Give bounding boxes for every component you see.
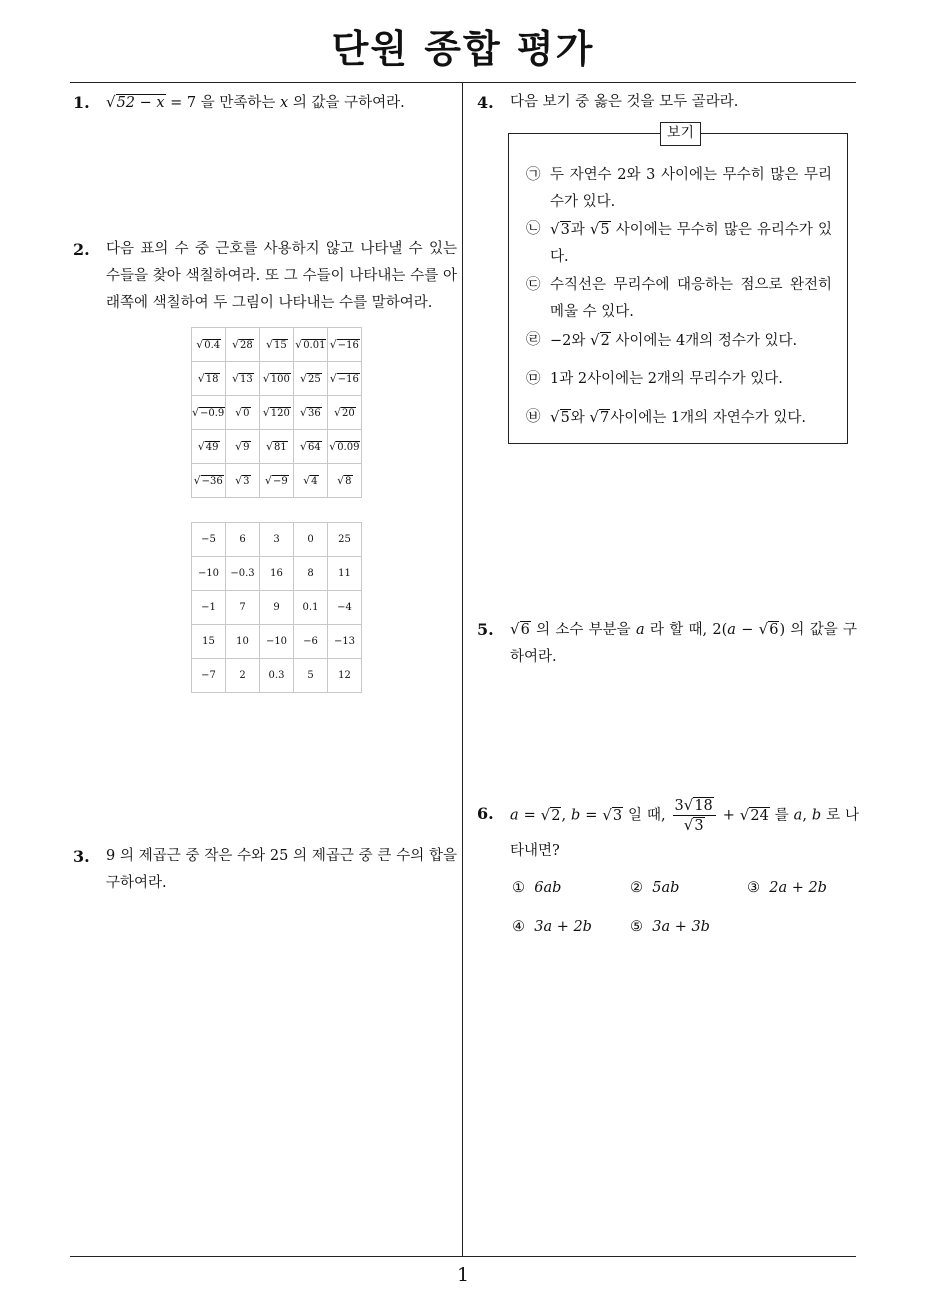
table-row xyxy=(192,430,362,464)
table-cell[interactable]: √28 xyxy=(226,328,260,362)
table-cell[interactable]: 6 xyxy=(226,523,260,557)
page-number: 1 xyxy=(456,1264,470,1286)
page-title: 단원 종합 평가 xyxy=(331,27,595,71)
table-row xyxy=(192,464,362,498)
question-text: 다음 표의 수 중 근호를 사용하지 않고 나타낼 수 있는 수들을 찾아 색칠하여라. 또 그 수들이 나타내는 수를 아래쪽에 색칠하여 두 그림이 나타내는 수를 말하여라. xyxy=(106,241,457,311)
question-number: 4. xyxy=(477,93,494,112)
question-text: √6 의 소수 부분을 a 라 할 때, 2(a − √6) 의 값을 구하여라. xyxy=(510,620,858,665)
example-item: ㉡ √3과 √5 사이에는 무수히 많은 유리수가 있다. xyxy=(526,220,832,265)
footer-divider xyxy=(70,1256,856,1257)
sqrt-number-table xyxy=(191,327,362,498)
table-cell[interactable]: 5 xyxy=(294,659,328,693)
table-cell[interactable]: −5 xyxy=(192,523,226,557)
table-cell[interactable]: √100 xyxy=(260,362,294,396)
example-box-title: 보기 xyxy=(660,122,701,146)
table-cell[interactable]: √18 xyxy=(192,362,226,396)
table-row xyxy=(192,659,362,693)
sqrt-expression: √52 − x xyxy=(106,93,165,111)
table-cell[interactable]: √36 xyxy=(294,396,328,430)
fraction: $\frac{3√18}{√3}$ xyxy=(673,796,716,835)
table-cell[interactable]: √8 xyxy=(328,464,362,498)
question-number: 3. xyxy=(73,847,90,866)
table-row xyxy=(192,557,362,591)
question-number: 6. xyxy=(477,804,494,823)
table-cell[interactable]: 8 xyxy=(294,557,328,591)
table-cell[interactable]: 7 xyxy=(226,591,260,625)
column-divider xyxy=(462,83,463,1257)
example-item: ㉠ 두 자연수 2와 3 사이에는 무수히 많은 무리수가 있다. xyxy=(526,167,832,210)
table-cell[interactable]: √−9 xyxy=(260,464,294,498)
table-cell[interactable]: √0.09 xyxy=(328,430,362,464)
table-cell[interactable]: √13 xyxy=(226,362,260,396)
question-text: 다음 보기 중 옳은 것을 모두 골라라. xyxy=(510,94,739,110)
choice-3[interactable]: ③ 2a + 2b xyxy=(747,880,827,896)
table-cell[interactable]: √81 xyxy=(260,430,294,464)
table-cell[interactable]: √20 xyxy=(328,396,362,430)
table-cell[interactable]: −4 xyxy=(328,591,362,625)
question-4 xyxy=(477,89,857,116)
example-item: ㉤ 1과 2사이에는 2개의 무리수가 있다. xyxy=(526,371,783,387)
table-cell[interactable]: −13 xyxy=(328,625,362,659)
question-number: 1. xyxy=(73,93,90,112)
table-cell[interactable]: −7 xyxy=(192,659,226,693)
question-text: √52 − x = 7 을 만족하는 x 의 값을 구하여라. xyxy=(73,89,457,117)
example-item: ㉣ −2와 √2 사이에는 4개의 정수가 있다. xyxy=(526,331,798,349)
table-cell[interactable]: √64 xyxy=(294,430,328,464)
question-text: 9 의 제곱근 중 작은 수와 25 의 제곱근 중 큰 수의 합을 구하여라. xyxy=(106,848,457,891)
table-cell[interactable]: −0.3 xyxy=(226,557,260,591)
table-cell[interactable]: 10 xyxy=(226,625,260,659)
choice-4[interactable]: ④ 3a + 2b xyxy=(512,919,592,935)
table-cell[interactable]: √120 xyxy=(260,396,294,430)
example-item: ㉥ √5와 √7사이에는 1개의 자연수가 있다. xyxy=(526,408,806,426)
table-row xyxy=(192,591,362,625)
table-row xyxy=(192,328,362,362)
table-cell[interactable]: √9 xyxy=(226,430,260,464)
table-row xyxy=(192,625,362,659)
table-cell[interactable]: √49 xyxy=(192,430,226,464)
question-6 xyxy=(477,796,859,867)
question-2 xyxy=(73,236,457,317)
table-cell[interactable]: 15 xyxy=(192,625,226,659)
table-cell[interactable]: 12 xyxy=(328,659,362,693)
table-cell[interactable]: 11 xyxy=(328,557,362,591)
table-cell[interactable]: 0.1 xyxy=(294,591,328,625)
table-cell[interactable]: √−36 xyxy=(192,464,226,498)
choice-2[interactable]: ② 5ab xyxy=(630,880,680,896)
table-cell[interactable]: −10 xyxy=(192,557,226,591)
table-cell[interactable]: −6 xyxy=(294,625,328,659)
table-cell[interactable]: √0 xyxy=(226,396,260,430)
table-cell[interactable]: 0.3 xyxy=(260,659,294,693)
table-cell[interactable]: √25 xyxy=(294,362,328,396)
table-cell[interactable]: −1 xyxy=(192,591,226,625)
example-item: ㉢ 수직선은 무리수에 대응하는 점으로 완전히 메울 수 있다. xyxy=(526,277,832,320)
table-cell[interactable]: 0 xyxy=(294,523,328,557)
question-1 xyxy=(73,89,457,117)
table-cell[interactable]: √0.01 xyxy=(294,328,328,362)
table-cell[interactable]: √−16 xyxy=(328,362,362,396)
table-cell[interactable]: 9 xyxy=(260,591,294,625)
table-cell[interactable]: 3 xyxy=(260,523,294,557)
question-number: 5. xyxy=(477,620,494,639)
table-cell[interactable]: √3 xyxy=(226,464,260,498)
answer-number-table xyxy=(191,522,362,693)
question-number: 2. xyxy=(73,240,90,259)
question-3 xyxy=(73,843,457,897)
table-cell[interactable]: −10 xyxy=(260,625,294,659)
table-cell[interactable]: √−0.9 xyxy=(192,396,226,430)
table-cell[interactable]: √0.4 xyxy=(192,328,226,362)
question-5 xyxy=(477,616,857,671)
table-cell[interactable]: √4 xyxy=(294,464,328,498)
table-cell[interactable]: √15 xyxy=(260,328,294,362)
table-cell[interactable]: 2 xyxy=(226,659,260,693)
table-row xyxy=(192,396,362,430)
choice-1[interactable]: ① 6ab xyxy=(512,880,562,896)
question-text: a = √2, b = √3 일 때, $\frac{3√18}{√3}$ + √24 를 a, b 로 나타내면? xyxy=(510,796,860,859)
table-cell[interactable]: √−16 xyxy=(328,328,362,362)
table-row xyxy=(192,362,362,396)
choice-5[interactable]: ⑤ 3a + 3b xyxy=(630,919,710,935)
table-cell[interactable]: 16 xyxy=(260,557,294,591)
table-cell[interactable]: 25 xyxy=(328,523,362,557)
header-divider xyxy=(70,82,856,83)
table-row xyxy=(192,523,362,557)
